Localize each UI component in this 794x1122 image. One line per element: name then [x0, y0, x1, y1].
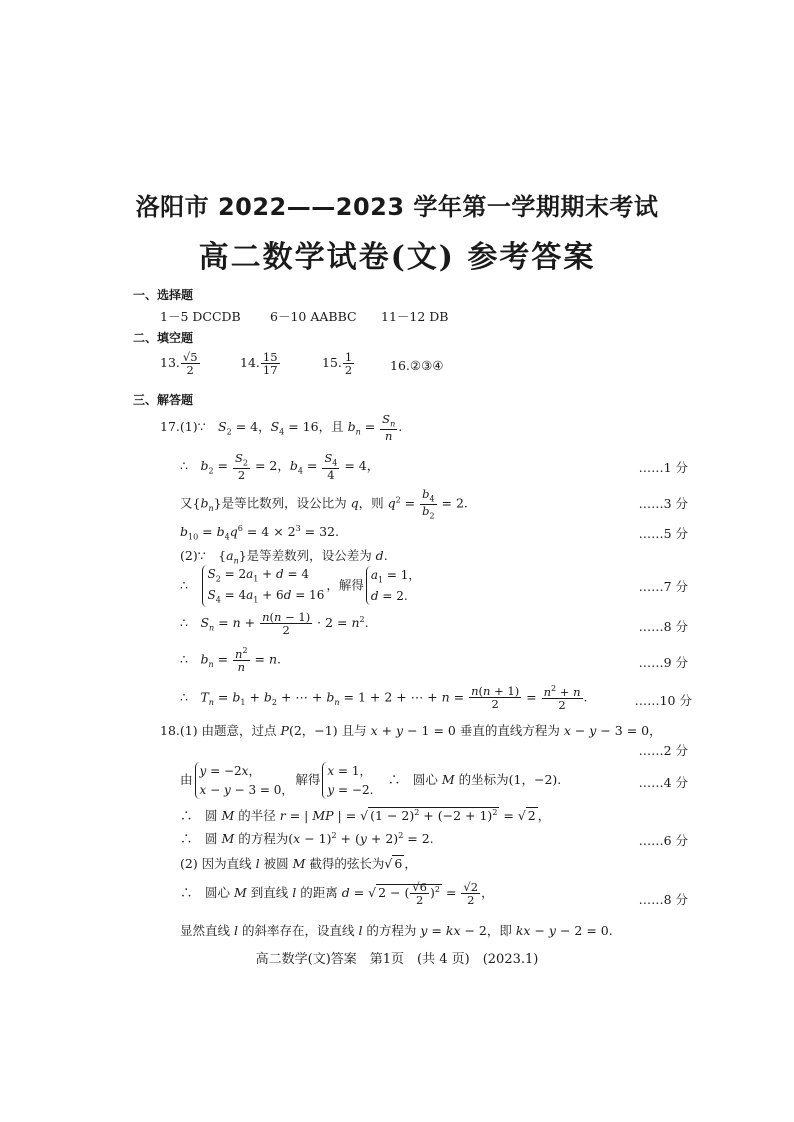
score-10: ……10 分 — [634, 693, 692, 708]
choice-answers-1: 1－5 DCCDB — [160, 309, 241, 324]
q18-score-8: ……8 分 — [638, 892, 688, 907]
q18-part1-line: 18.(1) 由题意，过点 P(2，−1) 且与 x + y − 1 = 0 垂直的直线方程为 x − y − 3 = 0， — [160, 723, 662, 738]
fraction: $\frac{1}{2}$ — [344, 350, 353, 378]
q18-part2-given: (2) 因为直线 l 被圆 M 截得的弦长为√ 6 ， — [180, 856, 417, 871]
page-footer: 高二数学(文)答案 第1页 (共 4 页) (2023.1) — [255, 952, 539, 967]
q17-bn: ∴ $b_n$ = $\frac{n^2}{n}$ = n. — [180, 646, 282, 674]
q18-radius: ∴ 圆 M 的半径 r = | MP | = √ $(1 - 2)^2 + (-2 + 1)^2$ = √ 2 ， — [180, 807, 551, 823]
fill-answer-13: 13. $\frac{√5}{2}$ — [160, 350, 198, 378]
q17-tn: ∴ $T_n = b_1 + b_2$ + ⋯ + $b_n = 1 + 2$ + ⋯ + n = $\frac{n(n + 1)}{2}$ = $\frac{n^2 + n}{2}$ . — [180, 684, 588, 712]
q18-score-2: ……2 分 — [638, 743, 688, 758]
score-7: ……7 分 — [638, 579, 688, 594]
choice-answers-2: 6－10 AABBC — [270, 309, 357, 324]
q18-circle-eq: ∴ 圆 M 的方程为$(x - 1)^2 + (y + 2)^2 = 2$. — [180, 830, 434, 846]
score-8: ……8 分 — [638, 619, 688, 634]
q17-part1-given: 17.(1)∵ $S_2 = 4$，$S_4 = 16$，且 $b_n$ = $\frac{S_n}{n}$ . — [160, 412, 403, 443]
q18-center: 由 y = −2x， x − y − 3 = 0， 解得 x = 1， y = −2. ∴ 圆心 M 的坐标为(1，−2). — [180, 762, 561, 799]
fill-answer-16: 16.②③④ — [390, 358, 444, 373]
q17-system: ∴ $S_2 = 2a_1 + d = 4$ $S_4 = 4a_1 + 6d = 16$ ，解得 $a_1 = 1$， d = 2. — [180, 565, 422, 607]
choice-answers-3: 11－12 DB — [381, 309, 449, 324]
q18-line-eq: 显然直线 l 的斜率存在，设直线 l 的方程为 y = kx − 2，即 kx − y − 2 = 0. — [180, 923, 613, 938]
q18-distance: ∴ 圆心 M 到直线 l 的距离 d = √ 2 − ( $\frac{√6}{2}$ )$^2$ = $\frac{√2}{2}$ ， — [180, 880, 494, 908]
answer-key-title: 高二数学试卷(文) 参考答案 — [198, 240, 596, 275]
q18-score-4: ……4 分 — [638, 775, 688, 790]
q17-b10: $b_{10} = b_4q^6 = 4 \times 2^3 = 32$. — [180, 524, 339, 542]
section-fill-heading: 二、填空题 — [133, 331, 194, 345]
section-solution-heading: 三、解答题 — [133, 393, 194, 407]
score-5: ……5 分 — [638, 526, 688, 541]
q17-b2-b4: ∴ $b_2$ = $\frac{S_2}{2}$ = 2，$b_4$ = $\frac{S_4}{4}$ = 4， — [180, 451, 380, 482]
fill-answer-15: 15. $\frac{1}{2}$ — [322, 350, 353, 378]
q18-score-6: ……6 分 — [638, 833, 688, 848]
score-9: ……9 分 — [638, 655, 688, 670]
score-1: ……1 分 — [638, 460, 688, 475]
fill-answer-14: 14. $\frac{15}{17}$ — [240, 350, 278, 378]
section-choice-heading: 一、选择题 — [133, 288, 194, 302]
score-3: ……3 分 — [638, 496, 688, 511]
q17-ratio: 又$\{b_n\}$是等比数列，设公比为 q，则 $q^2$ = $\frac{b_4}{b_2}$ = 2. — [180, 487, 468, 520]
fraction: $\frac{15}{17}$ — [262, 350, 278, 378]
fraction: $\frac{√5}{2}$ — [182, 350, 198, 378]
q17-sn: ∴ $S_n = n$ + $\frac{n(n - 1)}{2}$ · $2 = n^2$. — [180, 610, 369, 638]
q17-part2-given: (2)∵ $\{a_n\}$是等差数列，设公差为 d. — [180, 548, 388, 566]
exam-title: 洛阳市 2022——2023 学年第一学期期末考试 — [135, 193, 659, 221]
